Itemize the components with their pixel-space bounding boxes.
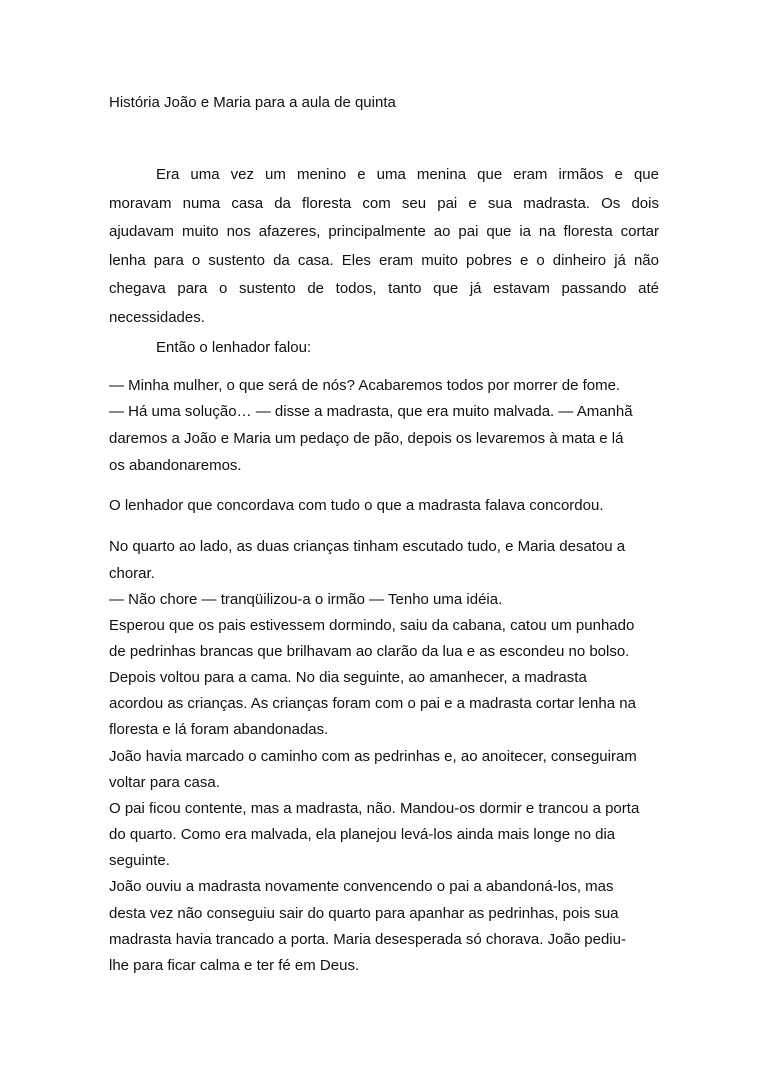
body-line: João havia marcado o caminho com as pedrinhas e, ao anoitecer, conseguiram — [109, 748, 637, 765]
paragraph-line: Era uma vez um menino e uma menina que eram irmãos e que — [156, 166, 659, 183]
body-line: No quarto ao lado, as duas crianças tinham escutado tudo, e Maria desatou a — [109, 538, 626, 555]
document-title: História João e Maria para a aula de quinta — [109, 94, 396, 111]
body-line: lhe para ficar calma e ter fé em Deus. — [109, 957, 360, 974]
dialogue-line: — Há uma solução… — disse a madrasta, que era muito malvada. — Amanhã — [109, 403, 633, 420]
paragraph-intro — [109, 161, 659, 332]
paragraph-line: lenha para o sustento da casa. Eles eram muito pobres e o dinheiro já não — [109, 251, 659, 269]
body-line: floresta e lá foram abandonadas. — [109, 721, 329, 738]
dialogue-line: os abandonaremos. — [109, 457, 242, 474]
body-line: de pedrinhas brancas que brilhavam ao clarão da lua e as escondeu no bolso. — [109, 643, 630, 660]
paragraph-line: necessidades. — [109, 308, 205, 326]
body-line: acordou as crianças. As crianças foram com o pai e a madrasta cortar lenha na — [109, 695, 636, 712]
paragraph-lenhador: Então o lenhador falou: — [156, 339, 312, 356]
body-line: do quarto. Como era malvada, ela planejou levá-los ainda mais longe no dia — [109, 826, 616, 843]
body-line: Depois voltou para a cama. No dia seguinte, ao amanhecer, a madrasta — [109, 669, 587, 686]
paragraph-line: ajudavam muito nos afazeres, principalmente ao pai que ia na floresta cortar — [109, 223, 659, 240]
body-line: O pai ficou contente, mas a madrasta, não. Mandou-os dormir e trancou a porta — [109, 800, 640, 817]
body-line: seguinte. — [109, 852, 170, 869]
dialogue-line: daremos a João e Maria um pedaço de pão, depois os levaremos à mata e lá — [109, 430, 624, 447]
body-line: voltar para casa. — [109, 774, 220, 791]
paragraph-line: moravam numa casa da floresta com seu pai e sua madrasta. Os dois — [109, 194, 659, 212]
body-line: — Não chore — tranqüilizou-a o irmão — Tenho uma idéia. — [109, 591, 503, 608]
body-line: João ouviu a madrasta novamente convencendo o pai a abandoná-los, mas — [109, 878, 614, 895]
body-line: chorar. — [109, 565, 155, 582]
body-line: Esperou que os pais estivessem dormindo, saiu da cabana, catou um punhado — [109, 617, 635, 634]
dialogue-line: — Minha mulher, o que será de nós? Acabaremos todos por morrer de fome. — [109, 377, 621, 394]
paragraph-concordou: O lenhador que concordava com tudo o que a madrasta falava concordou. — [109, 497, 604, 514]
body-line: madrasta havia trancado a porta. Maria desesperada só chorava. João pediu- — [109, 931, 626, 948]
body-line: desta vez não conseguiu sair do quarto para apanhar as pedrinhas, pois sua — [109, 905, 619, 922]
paragraph-line: chegava para o sustento de todos, tanto que já estavam passando até — [109, 280, 659, 297]
